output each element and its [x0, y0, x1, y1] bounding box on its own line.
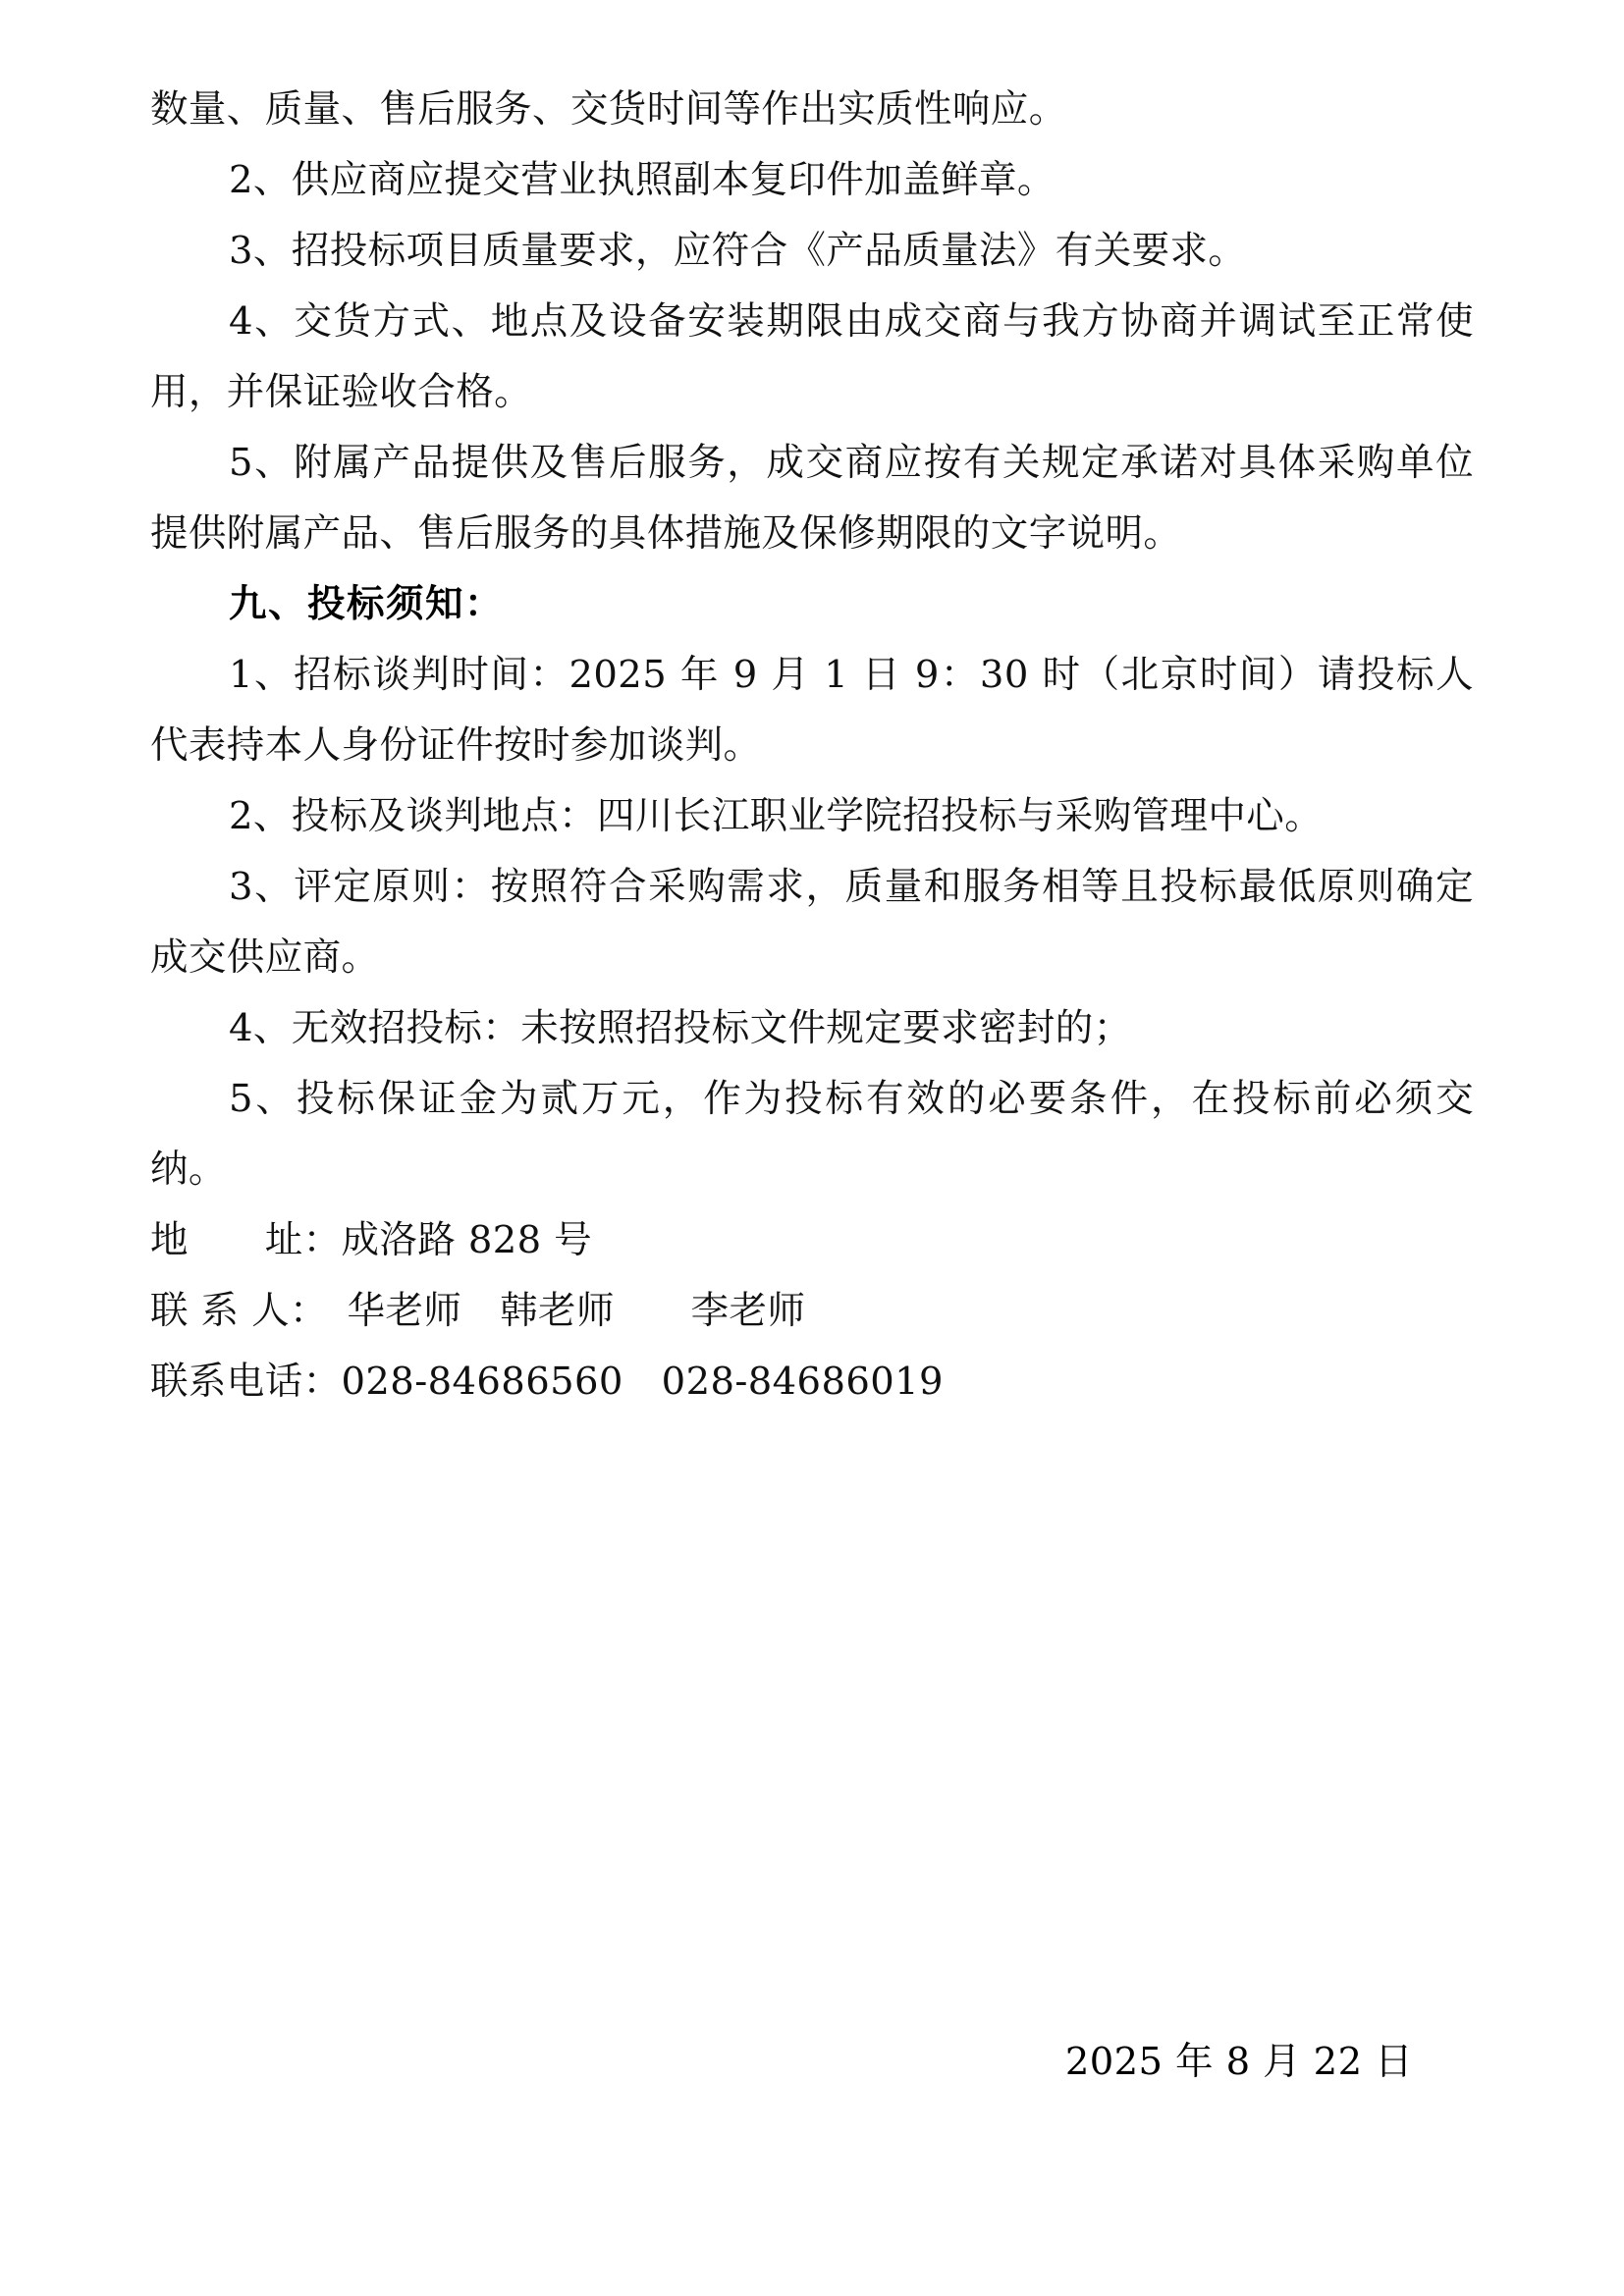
instruction-item-2: 2、投标及谈判地点：四川长江职业学院招投标与采购管理中心。 [229, 794, 1324, 838]
requirement-item-4: 4、交货方式、地点及设备安装期限由成交商与我方协商并调试至正常使用，并保证验收合格。 [150, 299, 1474, 414]
document-body [150, 75, 1474, 1417]
contact-person-label: 联 系 人： [150, 1289, 309, 1333]
instruction-item-5: 5、投标保证金为贰万元，作为投标有效的必要条件，在投标前必须交纳。 [150, 1077, 1474, 1192]
instruction-item-3: 3、评定原则：按照符合采购需求，质量和服务相等且投标最低原则确定成交供应商。 [150, 865, 1474, 980]
contact-address-label: 地 址： [150, 1218, 342, 1262]
instruction-item-4: 4、无效招投标：未按照招投标文件规定要求密封的； [229, 1006, 1132, 1050]
contact-phone-label: 联系电话： [150, 1360, 342, 1404]
continued-paragraph: 数量、质量、售后服务、交货时间等作出实质性响应。 [150, 87, 1067, 132]
contact-address-value: 成洛路 828 号 [341, 1218, 593, 1262]
contact-person-line [150, 1276, 1474, 1347]
contact-person-value: 华老师 韩老师 李老师 [308, 1289, 806, 1333]
contact-phone-value: 028-84686560 028-84686019 [341, 1360, 944, 1404]
signature-date: 2025 年 8 月 22 日 [1064, 2040, 1413, 2084]
signature-block [150, 2027, 1474, 2098]
contact-address-line [150, 1205, 1474, 1276]
section-heading-bidding-instructions: 九、投标须知： [229, 582, 505, 626]
requirement-item-5: 5、附属产品提供及售后服务，成交商应按有关规定承诺对具体采购单位提供附属产品、售后服务的具体措施及保修期限的文字说明。 [150, 441, 1474, 556]
requirement-item-3: 3、招投标项目质量要求，应符合《产品质量法》有关要求。 [229, 229, 1247, 273]
instruction-item-1: 1、招标谈判时间：2025 年 9 月 1 日 9：30 时（北京时间）请投标人代表持本人身份证件按时参加谈判。 [150, 653, 1474, 768]
requirement-item-2: 2、供应商应提交营业执照副本复印件加盖鲜章。 [229, 158, 1056, 202]
contact-phone-line [150, 1347, 1474, 1417]
